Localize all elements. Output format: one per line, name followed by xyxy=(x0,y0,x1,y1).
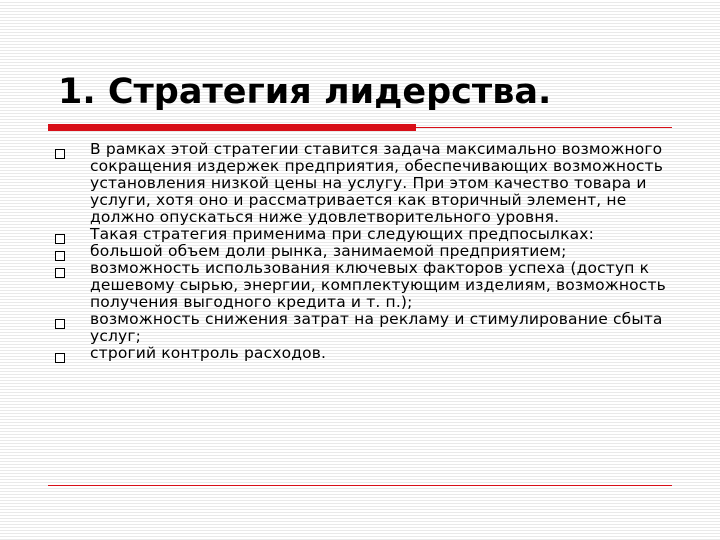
bullet-text: строгий контроль расходов. xyxy=(90,344,327,362)
title-underline-thick xyxy=(48,124,416,131)
bullet-text: В рамках этой стратегии ставится задача максимально возможного сокращения издержек предприятия, обеспечивающих возможность установления низкой цены на услугу. При этом качество товара и услуги, хотя оно и рассматривается как вторичный элемент, не должно опускаться ниже удовлетворительного уровня. xyxy=(90,140,663,226)
footer-divider xyxy=(48,485,672,486)
list-item xyxy=(52,311,677,345)
hollow-square-bullet-icon xyxy=(55,319,65,329)
hollow-square-bullet-icon xyxy=(55,149,65,159)
bullet-text: Такая стратегия применима при следующих предпосылках: xyxy=(90,225,594,243)
bullet-text: большой объем доли рынка, занимаемой предприятием; xyxy=(90,242,567,260)
list-item xyxy=(52,345,677,362)
hollow-square-bullet-icon xyxy=(55,353,65,363)
title-underline-thin xyxy=(416,127,672,128)
hollow-square-bullet-icon xyxy=(55,268,65,278)
list-item xyxy=(52,226,677,243)
list-item xyxy=(52,260,677,311)
slide-title: 1. Стратегия лидерства. xyxy=(58,72,552,112)
list-item xyxy=(52,243,677,260)
list-item xyxy=(52,141,677,226)
bullet-text: возможность использования ключевых факторов успеха (доступ к дешевому сырью, энергии, комплектующим изделиям, возможность получения выгодного кредита и т. п.); xyxy=(90,259,666,311)
bullet-text: возможность снижения затрат на рекламу и стимулирование сбыта услуг; xyxy=(90,310,663,345)
bullet-list xyxy=(52,141,677,362)
